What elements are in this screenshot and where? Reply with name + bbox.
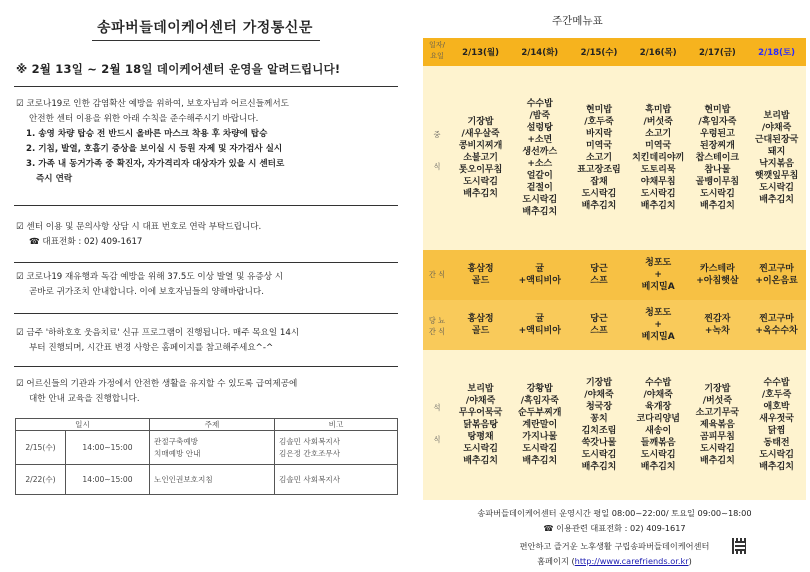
diabetic-snack-menu-cell-line: 청포도 (645, 308, 672, 318)
dinner-menu-cell-line: 소고기무국 (695, 408, 740, 418)
table-header-row (16, 419, 398, 431)
lunch-label-2: 식 (433, 162, 441, 171)
covid-line1: ☑ 코로나19로 인한 감염확산 예방을 위하여, 보호자님과 어르신들께서도 (16, 99, 289, 109)
diabetic-snack-menu-cell (569, 313, 628, 337)
lunch-menu-cell-line: 미역국 (585, 141, 613, 151)
diabetic-snack-menu-cell-line: 베지밀A (641, 332, 675, 342)
col-header-topic: 주제 (150, 419, 275, 431)
qr-code-icon[interactable] (732, 538, 748, 554)
diabetic-snack-menu-cell (688, 313, 747, 337)
lunch-menu-cell-line: 소고기 (585, 153, 613, 163)
newsletter-headline: ※ 2월 13일 ~ 2월 18일 데이케어센터 운영을 알려드립니다! (16, 62, 341, 76)
divider (14, 262, 398, 263)
diabetic-snack-menu-cell-line: +액티비아 (518, 326, 561, 336)
menu-title: 주간메뉴표 (552, 15, 603, 27)
lunch-menu-cell-line: 보리밥 (763, 111, 790, 121)
table-row (16, 431, 398, 465)
lunch-menu-cell-line: 수수밥 (526, 99, 553, 109)
snack-menu-cell (747, 263, 806, 287)
row-time: 14:00~15:00 (66, 465, 150, 495)
dinner-menu-cell (451, 383, 510, 467)
dinner-menu-cell-line: 도시락김 (700, 444, 735, 454)
divider (14, 366, 398, 367)
covid-notice (16, 97, 289, 187)
dinner-menu-cell-line: 기장밥 (704, 384, 731, 394)
diabetic-snack-menu-cell-line: 홍삼정 (467, 314, 494, 324)
dinner-menu-cell (510, 383, 569, 467)
dinner-menu-cell-line: 배추김치 (522, 456, 558, 466)
divider (14, 205, 398, 206)
program-line2: 부터 진행되며, 시간표 변경 사항은 홈페이지를 참고해주세요^-^ (29, 343, 274, 353)
dinner-menu-cell-line: 도시락김 (463, 444, 498, 454)
weekly-menu-table (423, 38, 806, 500)
dinner-menu-cell-line: 배추김치 (700, 456, 735, 466)
dinner-menu-cell-line: 도시락김 (640, 450, 676, 460)
dinner-menu-cell-line: 닭볶음탕 (463, 420, 498, 430)
lunch-menu-cell-line: 도시락김 (463, 177, 498, 187)
lunch-menu-cell-line: 된장찌개 (700, 141, 735, 151)
day-header: 2/15(수) (580, 48, 618, 58)
dinner-menu-cell-line: 배추김치 (759, 462, 794, 472)
dinner-menu-cell-line: /야채죽 (643, 390, 673, 400)
row-date: 2/15(수) (16, 431, 66, 465)
lunch-menu-cell (510, 98, 569, 218)
day-header: 2/17(금) (698, 48, 736, 58)
row-time: 14:00~15:00 (66, 431, 150, 465)
lunch-menu-cell-line: 배추김치 (640, 201, 676, 211)
diabetic-snack-menu-cell-line: 귤 (535, 314, 545, 324)
lunch-menu-cell-line: 배추김치 (759, 195, 794, 205)
covid-line2: 안전한 센터 이용을 위한 아래 수칙을 준수해주시기 바랍니다. (29, 114, 259, 124)
lunch-menu-cell (747, 110, 806, 206)
day-header: 2/13(월) (462, 48, 499, 58)
snack-menu-cell-line: +아침햇살 (696, 276, 739, 286)
snack-menu-cell (688, 263, 747, 287)
lunch-menu-cell-line: 도시락김 (759, 183, 794, 193)
lunch-menu-cell-line: /밤죽 (529, 111, 551, 121)
row-date: 2/22(수) (16, 465, 66, 495)
lunch-menu-cell-line: 도시락김 (522, 195, 558, 205)
dinner-menu-cell (688, 383, 747, 467)
lunch-menu-cell-line: 치킨데리야끼 (632, 153, 685, 163)
dinner-menu-cell-line: 배추김치 (463, 456, 498, 466)
lunch-menu-cell-line: 기장밥 (467, 117, 494, 127)
snack-menu-cell-line: 골드 (471, 276, 490, 286)
lunch-menu-cell-line: 미역국 (645, 141, 672, 151)
dinner-menu-cell-line: 보리밥 (467, 384, 494, 394)
dinner-menu-cell-line: 김치조림 (581, 426, 617, 436)
snack-menu-cell-line: +이온음료 (755, 276, 798, 286)
row-topic (150, 431, 275, 465)
dinner-menu-cell-line: /흑임자죽 (520, 396, 559, 406)
lunch-menu-cell (629, 104, 688, 212)
row-topic: 노인인권보호지침 (150, 465, 275, 495)
covid-rule-3b: 즉시 연락 (36, 174, 73, 184)
lunch-menu-cell-line: 흑미밥 (645, 105, 672, 115)
topic-line: 치매예방 안내 (154, 448, 201, 458)
lunch-menu-cell-line: 배추김치 (463, 189, 498, 199)
title-underline (92, 40, 320, 41)
dinner-menu-cell-line: /야채죽 (465, 396, 496, 406)
dinner-menu-cell-line: 계란말이 (522, 420, 558, 430)
dinner-menu-cell-line: 새우젓국 (759, 414, 794, 424)
snack-menu-cell-line: + (654, 270, 662, 280)
lunch-menu-cell-line: 바지락 (585, 129, 613, 139)
lunch-menu-cell-line: /새우살죽 (461, 129, 500, 139)
diabetic-snack-menu-cell-line: 스프 (590, 326, 608, 336)
lunch-menu-cell-line: +소면 (527, 135, 553, 145)
lunch-menu-cell-line: 톳오이무침 (458, 165, 503, 175)
snack-menu-cell-line: 베지밀A (641, 282, 675, 292)
day-header: 2/14(화) (521, 48, 559, 58)
lunch-menu-cell-line: 배추김치 (522, 207, 558, 217)
dinner-menu-cell-line: 기장밥 (585, 378, 613, 388)
contact-notice (16, 220, 261, 250)
footer-phone: ☎ 이용관련 대표전화 : 02) 409-1617 (543, 523, 686, 533)
dinner-menu-cell-line: 배추김치 (640, 462, 676, 472)
contact-line1: ☑ 센터 이용 및 문의사항 상담 시 대표 번호로 연락 부탁드립니다. (16, 222, 262, 232)
lunch-menu-cell-line: 찹스테이크 (695, 153, 740, 163)
lunch-menu-cell-line: 도토리묵 (640, 165, 676, 175)
lunch-menu-cell-line: 얼갈이 (526, 171, 553, 181)
dinner-label (423, 403, 451, 445)
snack-menu-cell-line: 찐고구마 (759, 264, 794, 274)
dinner-label-2: 식 (433, 435, 441, 444)
dinner-menu-cell-line: 들깨볶음 (640, 438, 676, 448)
dinner-label-1: 석 (433, 403, 441, 412)
lunch-menu-cell-line: 겉절이 (526, 183, 553, 193)
dinner-menu-cell-line: 탕평채 (467, 432, 494, 442)
lunch-menu-cell-line: 잡채 (590, 177, 608, 187)
lunch-menu-cell-line: 도시락김 (700, 189, 735, 199)
covid-rule-3a: 3. 가족 내 동거가족 중 확진자, 자가격리자 대상자가 있을 시 센터로 (26, 159, 285, 169)
dinner-menu-cell-line: 청국장 (585, 402, 613, 412)
lunch-menu-cell-line: 도시락김 (581, 189, 617, 199)
snack-menu-cell-line: 청포도 (645, 258, 672, 268)
dinner-menu-cell-line: 곰피무침 (700, 432, 735, 442)
snack-menu-cell (510, 263, 569, 287)
newsletter-title: 송파버들데이케어센터 가정통신문 (97, 20, 313, 36)
lunch-menu-cell (451, 116, 510, 200)
lunch-menu-cell-line: /버섯죽 (643, 117, 673, 127)
contact-phone: ☎ 대표전화 : 02) 409-1617 (29, 237, 143, 247)
diabetic-snack-label (423, 315, 451, 337)
covid-rule-2: 2. 기침, 발열, 호흡기 증상을 보이실 시 등원 자제 및 자가검사 실시 (26, 144, 283, 154)
fever-notice (16, 270, 283, 300)
col-header-date: 일시 (16, 419, 150, 431)
lunch-menu-cell-line: 낙지볶음 (759, 159, 794, 169)
table-row (16, 465, 398, 495)
dinner-menu-cell (569, 377, 628, 473)
dinner-menu-cell-line: 순두부찌개 (518, 408, 562, 418)
dinner-menu-cell-line: 수수밥 (763, 378, 790, 388)
diabetic-snack-menu-cell (510, 313, 569, 337)
snack-menu-cell-line: 당근 (590, 264, 608, 274)
diabetic-snack-menu-cell-line: 당근 (590, 314, 608, 324)
corner-label (423, 40, 451, 62)
homepage-prefix: 홈페이지 ( (537, 556, 575, 566)
lunch-menu-cell-line: 햇깻잎무침 (754, 171, 799, 181)
dinner-menu-cell-line: 제육볶음 (700, 420, 735, 430)
homepage-link[interactable]: http://www.carefriends.or.kr (574, 556, 689, 566)
snack-menu-cell-line: 귤 (535, 264, 545, 274)
diabetic-snack-menu-cell-line: +옥수수차 (755, 326, 798, 336)
dinner-menu-cell-line: 가지나물 (522, 432, 558, 442)
lunch-label (423, 130, 451, 172)
lunch-menu-cell-line: 돼지 (767, 147, 786, 157)
corner-label-bottom: 요일 (430, 52, 444, 60)
lunch-menu-cell-line: 배추김치 (700, 201, 735, 211)
diabetic-snack-menu-cell-line: 골드 (471, 326, 490, 336)
snack-label: 간 식 (428, 270, 446, 279)
dinner-menu-cell-line: 쑥갓나물 (581, 438, 617, 448)
day-header: 2/16(목) (639, 48, 677, 58)
corner-label-top: 일자/ (429, 41, 445, 49)
topic-line: 관절구축예방 (154, 436, 199, 446)
education-schedule-table (15, 418, 398, 495)
fever-line2: 곧바로 귀가조치 안내합니다. 이에 보호자님들의 양해바랍니다. (29, 287, 264, 297)
diabetic-snack-menu-cell-line: + (654, 320, 662, 330)
note-line: 김솔민 사회복지사 (279, 436, 341, 446)
footer-slogan: 편안하고 즐거운 노후생활 구립송파버들데이케어센터 (519, 541, 710, 551)
snack-menu-cell-line: +액티비아 (518, 276, 561, 286)
diabetic-label-2: 간 식 (428, 327, 446, 336)
education-notice (16, 377, 297, 407)
dinner-menu-cell-line: /버섯죽 (702, 396, 733, 406)
snack-menu-cell-line: 홍삼정 (467, 264, 494, 274)
diabetic-snack-menu-cell (629, 307, 688, 343)
dinner-menu-cell-line: 수수밥 (645, 378, 672, 388)
dinner-menu-cell-line: 도시락김 (581, 450, 617, 460)
dinner-menu-cell-line: 도시락김 (522, 444, 558, 454)
divider (14, 313, 398, 314)
lunch-menu-cell-line: /호두죽 (584, 117, 614, 127)
lunch-menu-cell-line: /흑임자죽 (698, 117, 737, 127)
education-line2: 대한 안내 교육을 진행합니다. (29, 394, 140, 404)
lunch-menu-cell (688, 104, 747, 212)
dinner-menu-cell-line: 동태전 (763, 438, 790, 448)
homepage-suffix: ) (688, 556, 692, 566)
snack-menu-cell (569, 263, 628, 287)
day-header: 2/18(토) (758, 48, 795, 58)
dinner-menu-cell-line: 강황밥 (526, 384, 553, 394)
dinner-menu-cell-line: 애호박 (763, 402, 790, 412)
lunch-menu-cell (569, 104, 628, 212)
lunch-menu-cell-line: 배추김치 (581, 201, 617, 211)
diabetic-snack-menu-cell-line: +녹차 (704, 326, 730, 336)
covid-rule-1: 1. 송영 차량 탑승 전 반드시 올바른 마스크 착용 후 차량에 탑승 (26, 129, 268, 139)
diabetic-snack-menu-cell-line: 찐감자 (704, 314, 731, 324)
lunch-menu-cell-line: 야채무침 (640, 177, 676, 187)
dinner-menu-cell-line: /야채죽 (584, 390, 614, 400)
diabetic-snack-menu-cell-line: 찐고구마 (759, 314, 794, 324)
lunch-menu-cell-line: 생선까스 (522, 147, 558, 157)
lunch-menu-cell-line: 소불고기 (463, 153, 498, 163)
program-line1: ☑ 금주 '하하호호 웃음치료' 신규 프로그램이 진행됩니다. 매주 목요일 14시 (16, 328, 300, 338)
diabetic-snack-menu-cell (747, 313, 806, 337)
lunch-menu-cell-line: 표고장조림 (577, 165, 621, 175)
lunch-menu-cell-line: 현미밥 (585, 105, 613, 115)
dinner-menu-cell-line: 배추김치 (581, 462, 617, 472)
note-line: 김은정 간호조무사 (279, 448, 341, 458)
dinner-menu-cell-line: 도시락김 (759, 450, 794, 460)
lunch-menu-cell-line: 도시락김 (640, 189, 676, 199)
snack-menu-cell (451, 263, 510, 287)
lunch-menu-cell-line: 근대된장국 (754, 135, 799, 145)
lunch-label-1: 중 (433, 130, 441, 139)
footer-homepage (423, 556, 806, 567)
snack-menu-cell (629, 257, 688, 293)
lunch-menu-cell-line: 우렁된고 (700, 129, 735, 139)
lunch-menu-cell-line: +소스 (527, 159, 553, 169)
dinner-menu-cell-line: /호두죽 (761, 390, 792, 400)
lunch-menu-cell-line: 설렁탕 (526, 123, 553, 133)
lunch-menu-cell-line: /야채죽 (761, 123, 792, 133)
dinner-menu-cell-line: 코다리양념 (636, 414, 680, 424)
dinner-menu-cell (629, 377, 688, 473)
fever-line1: ☑ 코로나19 재유행과 독감 예방을 위해 37.5도 이상 발열 및 유증상 시 (16, 272, 284, 282)
row-note (275, 431, 398, 465)
program-notice (16, 326, 299, 356)
dinner-menu-cell-line: 육개장 (645, 402, 672, 412)
dinner-menu-cell-line: 새송이 (645, 426, 672, 436)
divider (14, 86, 398, 87)
diabetic-snack-menu-cell (451, 313, 510, 337)
diabetic-label-1: 당 뇨 (428, 316, 446, 325)
snack-menu-cell-line: 스프 (590, 276, 608, 286)
lunch-menu-cell-line: 참나물 (704, 165, 731, 175)
lunch-menu-cell-line: 콩비지찌개 (458, 141, 503, 151)
education-line1: ☑ 어르신들의 기관과 가정에서 안전한 생활을 유지할 수 있도록 급여제공에 (16, 379, 298, 389)
dinner-menu-cell-line: 닭찜 (767, 426, 786, 436)
dinner-menu-cell-line: 꽁치 (590, 414, 608, 424)
lunch-menu-cell-line: 골뱅이무침 (695, 177, 740, 187)
dinner-menu-cell-line: 무우어묵국 (458, 408, 503, 418)
col-header-note: 비고 (275, 419, 398, 431)
dinner-menu-cell (747, 377, 806, 473)
row-note: 김솔민 사회복지사 (275, 465, 398, 495)
lunch-menu-cell-line: 현미밥 (704, 105, 731, 115)
lunch-menu-cell-line: 소고기 (645, 129, 672, 139)
snack-menu-cell-line: 카스테라 (700, 264, 735, 274)
footer-hours: 송파버들데이케어센터 운영시간 평일 08:00~22:00/ 토요일 09:00~18:00 (477, 508, 752, 518)
